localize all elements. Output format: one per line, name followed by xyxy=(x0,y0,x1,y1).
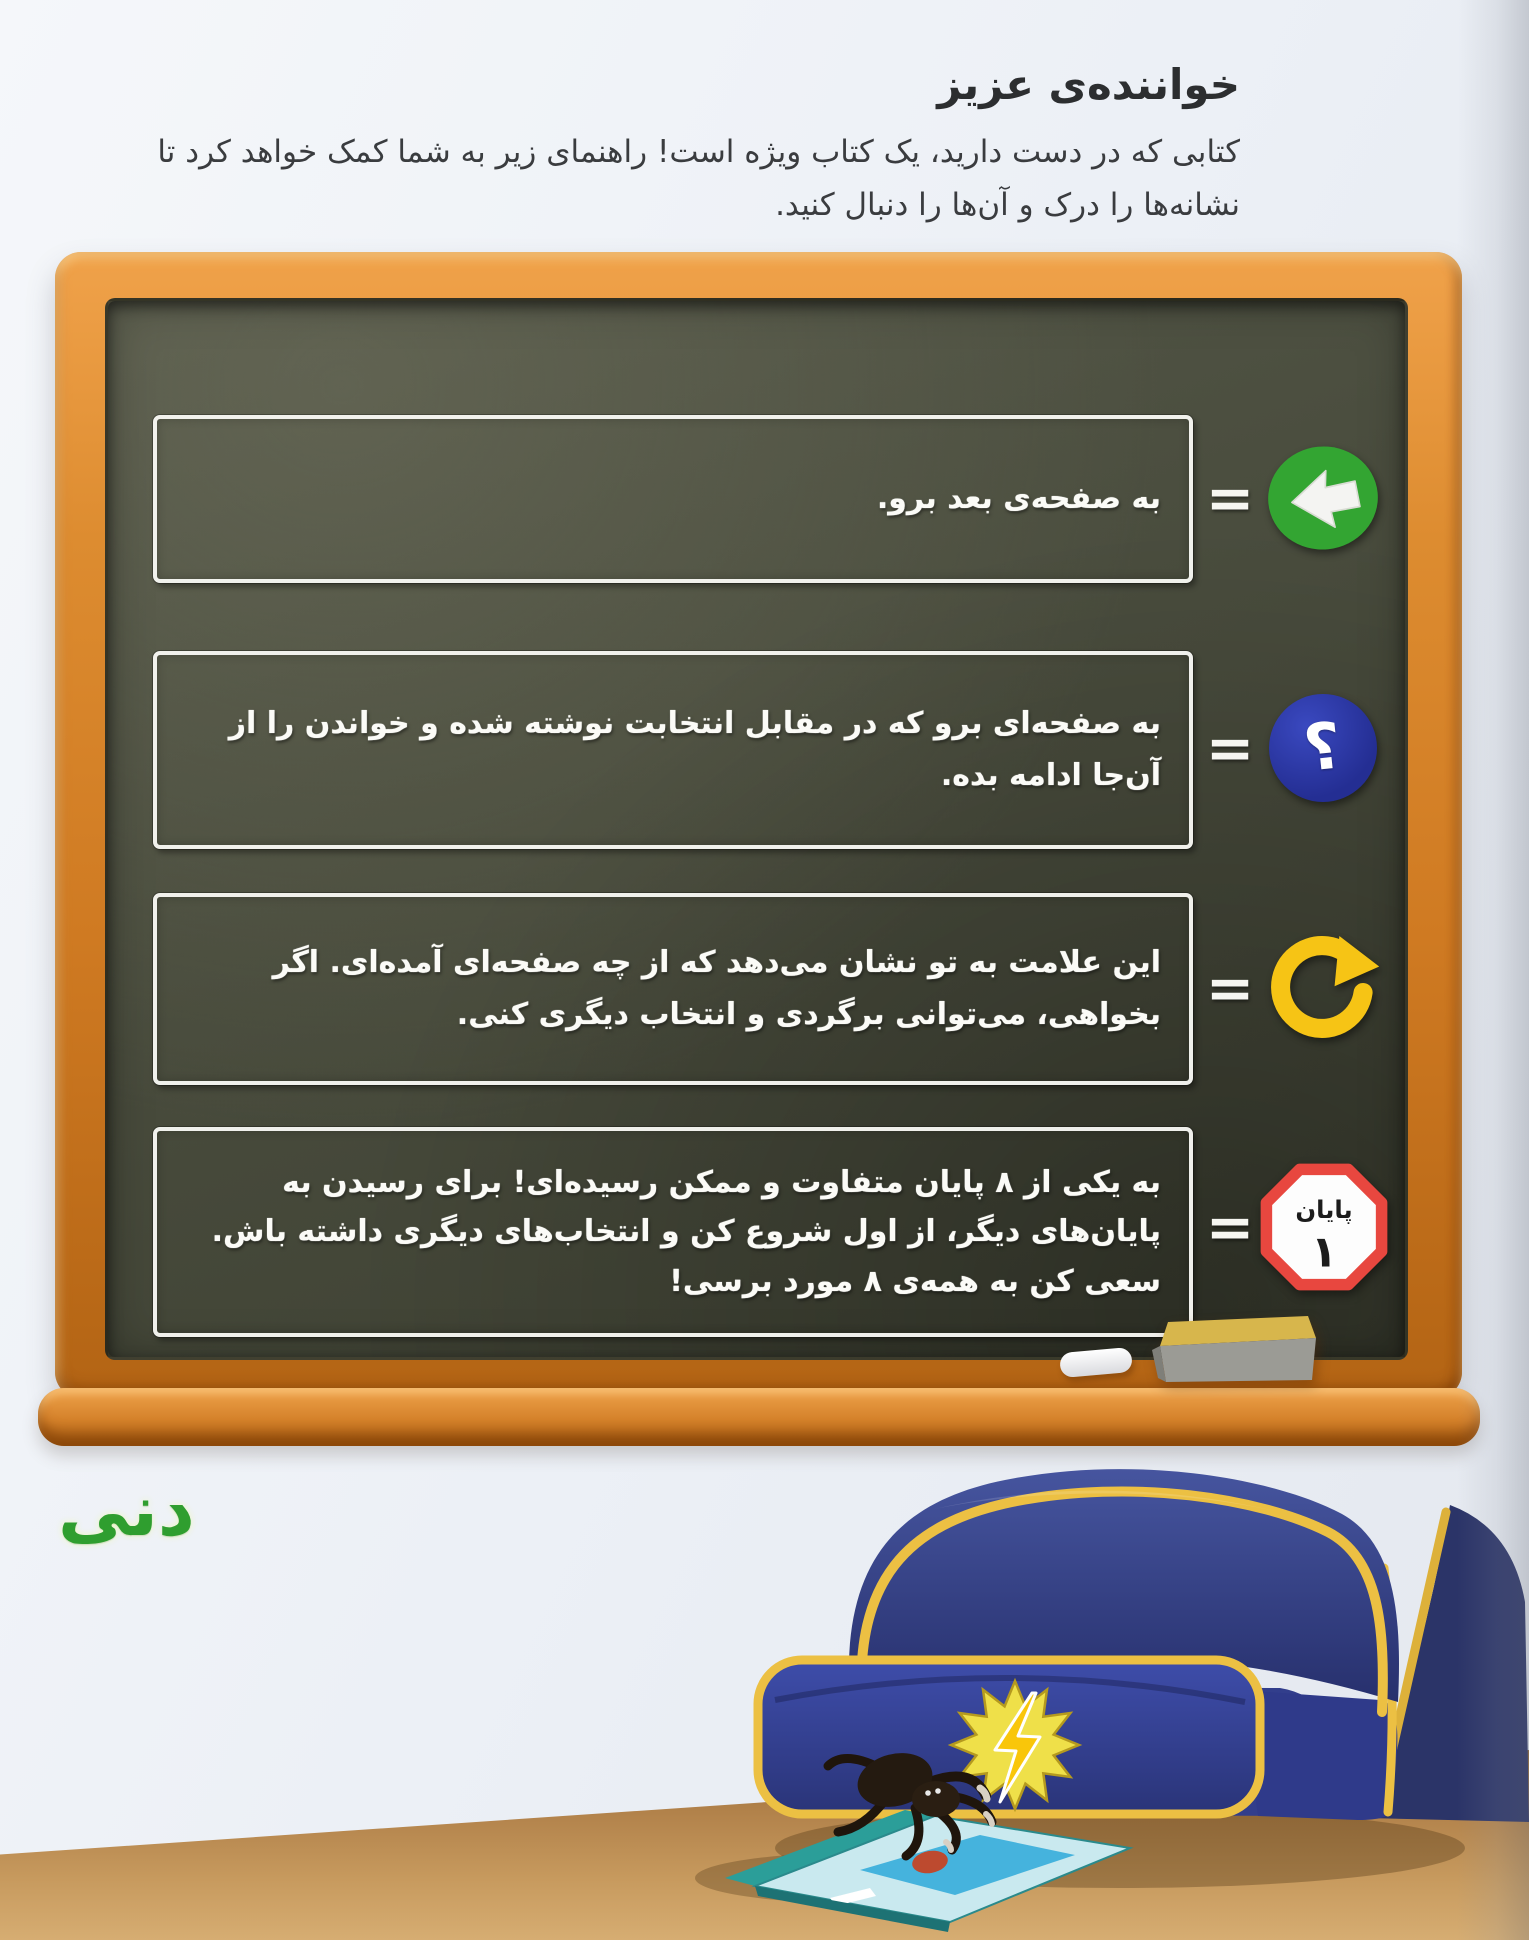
intro-paragraph xyxy=(110,126,1240,232)
legend-row-ending xyxy=(153,1127,1193,1337)
wood-frame xyxy=(55,252,1462,1398)
legend-text: این علامت به تو نشان می‌دهد که از چه صفحه‌ای آمده‌ای. اگر بخواهی، می‌توانی برگردی و انتخاب دیگری کنی. xyxy=(272,945,1161,1032)
legend-text: به صفحه‌ی بعد برو. xyxy=(876,481,1161,517)
question-mark-glyph: ؟ xyxy=(1300,709,1346,787)
signature-name: دنی xyxy=(58,1468,195,1552)
legend-text: به صفحه‌ای برو که در مقابل انتخابت نوشته شده و خواندن را از آن‌جا ادامه بده. xyxy=(228,706,1161,793)
next-page-arrow-icon xyxy=(1267,442,1379,554)
equals-sign: = xyxy=(1205,1193,1255,1261)
intro-line-1: کتابی که در دست دارید، یک کتاب ویژه است! راهنمای زیر به شما کمک خواهد کرد تا xyxy=(157,134,1240,170)
page-title: خواننده‌ی عزیز xyxy=(937,60,1240,109)
backpack-illustration xyxy=(680,1450,1529,1940)
ending-stop-sign-icon xyxy=(1260,1163,1388,1291)
stop-label: پایان xyxy=(1295,1195,1353,1225)
board-eraser-icon xyxy=(1148,1314,1320,1388)
intro-line-2: نشانه‌ها را درک و آن‌ها را دنبال کنید. xyxy=(775,187,1240,223)
legend-row-next-page xyxy=(153,415,1193,583)
legend-row-choice xyxy=(153,651,1193,849)
equals-sign: = xyxy=(1205,954,1255,1022)
chalk-tray xyxy=(38,1388,1480,1446)
came-from-page-arrow-icon xyxy=(1267,932,1379,1044)
chalkboard xyxy=(105,298,1408,1360)
legend-text: به یکی از ۸ پایان متفاوت و ممکن رسیده‌ای! برای رسیدن به پایان‌های دیگر، از اول شروع کن و انتخاب‌های دیگری داشته باش. سعی کن به همه‌ی ۸ مورد برسی! xyxy=(211,1165,1161,1299)
choice-question-icon xyxy=(1269,694,1377,802)
stop-number: ۱ xyxy=(1310,1227,1338,1278)
equals-sign: = xyxy=(1205,464,1255,532)
equals-sign: = xyxy=(1205,714,1255,782)
legend-row-came-from xyxy=(153,893,1193,1085)
